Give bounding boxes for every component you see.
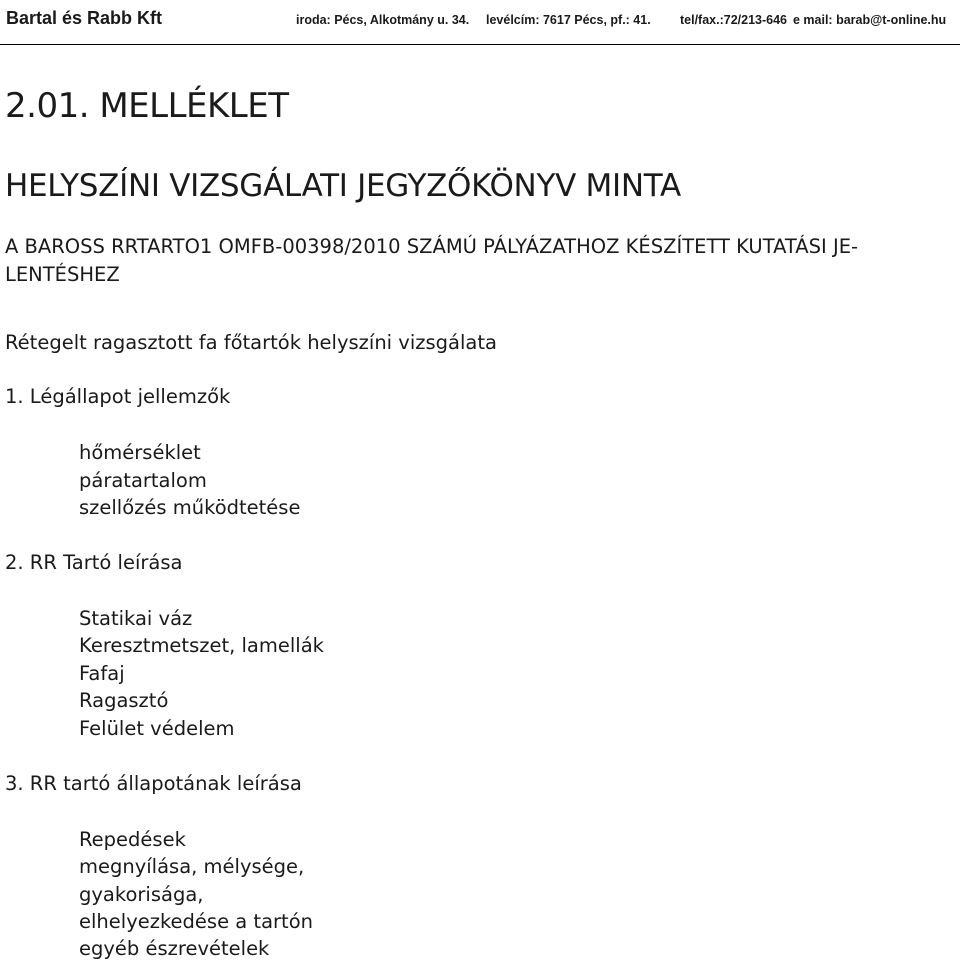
email-address: e mail: barab@t-online.hu — [793, 13, 947, 27]
list-item: elhelyezkedése a tartón — [79, 910, 313, 933]
intro-text: Rétegelt ragasztott fa főtartók helyszíni vizsgálata — [5, 331, 497, 354]
list-item: hőmérséklet — [79, 441, 201, 464]
list-item: megnyílása, mélysége, — [79, 855, 305, 878]
list-item: páratartalom — [79, 469, 207, 492]
letterhead — [0, 0, 960, 45]
tel-fax: tel/fax.:72/213-646 — [680, 13, 788, 27]
list-item: Fafaj — [79, 662, 125, 685]
list-item: Ragasztó — [79, 689, 169, 712]
list-item: gyakorisága, — [79, 883, 204, 906]
document-title: HELYSZÍNI VIZSGÁLATI JEGYZŐKÖNYV MINTA — [5, 168, 681, 204]
subtitle-line-1: A BAROSS RRTARTO1 OMFB-00398/2010 SZÁMÚ PÁLYÁZATHOZ KÉSZÍTETT KUTATÁSI JE- — [5, 235, 859, 258]
subtitle-line-2: LENTÉSHEZ — [5, 263, 120, 286]
section-heading-air-conditions: 1. Légállapot jellemzők — [5, 385, 231, 408]
company-name: Bartal és Rabb Kft — [6, 8, 163, 28]
appendix-label: 2.01. MELLÉKLET — [5, 86, 289, 126]
section-heading-beam-description: 2. RR Tartó leírása — [5, 551, 183, 574]
office-address: iroda: Pécs, Alkotmány u. 34. — [296, 13, 470, 27]
list-item: Keresztmetszet, lamellák — [79, 634, 324, 657]
list-item: szellőzés működtetése — [79, 496, 301, 519]
list-item: egyéb észrevételek — [79, 937, 270, 960]
list-item: Repedések — [79, 828, 186, 851]
list-item: Felület védelem — [79, 717, 235, 740]
list-item: Statikai váz — [79, 607, 193, 630]
section-heading-beam-condition: 3. RR tartó állapotának leírása — [5, 772, 302, 795]
mailing-address: levélcím: 7617 Pécs, pf.: 41. — [486, 13, 651, 27]
